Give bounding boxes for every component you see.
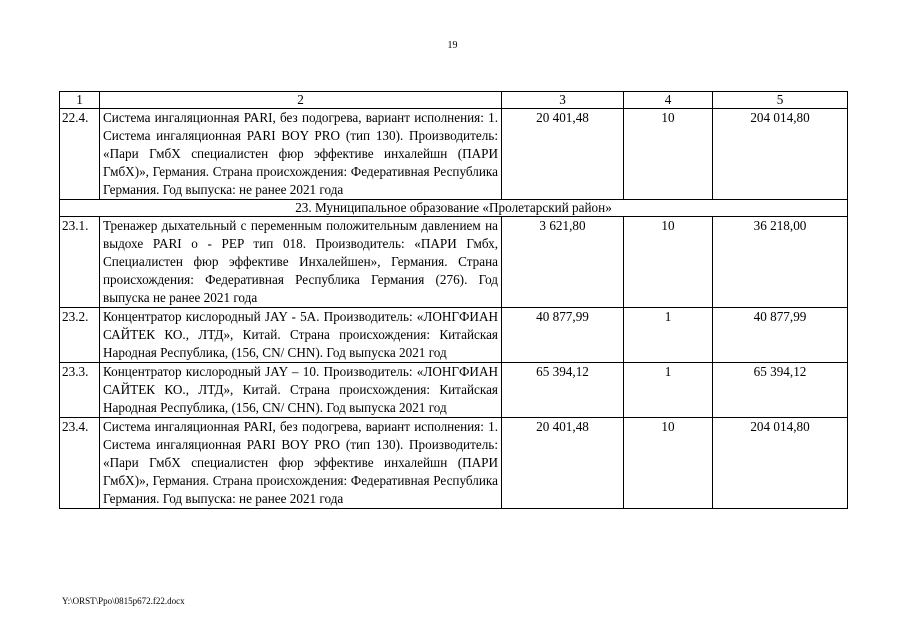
- item-description: Система ингаляционная PARI, без подогрева, вариант исполнения: 1. Система ингаляционная PARI BOY PRO (тип 130). Производитель: «Пари ГмбХ специалистен фюр эффективе инхалейшн (ПАРИ ГмбХ)», Германия. Страна происхождения: Федеративная Республика Германия. Год выпуска: не ранее 2021 года: [100, 418, 502, 509]
- unit-price: 65 394,12: [502, 363, 624, 418]
- item-description: Концентратор кислородный JAY – 10. Производитель: «ЛОНГФИАН САЙТЕК КО., ЛТД», Китай. Страна происхождения: Китайская Народная Республика, (156, CN/ CHN). Год выпуска 2021 год: [100, 363, 502, 418]
- table-row: [60, 217, 848, 308]
- table-row: [60, 308, 848, 363]
- total-amount: 36 218,00: [713, 217, 848, 308]
- item-description: Тренажер дыхательный с переменным положительным давлением на выдохе PARI o - PEP тип 018. Производитель: «ПАРИ Гмбх, Специалистен фюр эффективе Инхалейшен», Германия. Страна происхождения: Федеративная Республика Германия (276). Год выпуска не ранее 2021 года: [100, 217, 502, 308]
- document-file-path: Y:\ORST\Ppo\0815p672.f22.docx: [62, 596, 185, 606]
- table-row: [60, 109, 848, 200]
- item-description: Система ингаляционная PARI, без подогрева, вариант исполнения: 1. Система ингаляционная PARI BOY PRO (тип 130). Производитель: «Пари ГмбХ специалистен фюр эффективе инхалейшн (ПАРИ ГмбХ)», Германия. Страна происхождения: Федеративная Республика Германия. Год выпуска: не ранее 2021 года: [100, 109, 502, 200]
- row-number: 23.4.: [60, 418, 100, 509]
- specification-table: [59, 91, 848, 509]
- quantity: 10: [624, 217, 713, 308]
- quantity: 1: [624, 308, 713, 363]
- page-number: 19: [447, 40, 458, 51]
- unit-price: 3 621,80: [502, 217, 624, 308]
- item-description: Концентратор кислородный JAY - 5A. Производитель: «ЛОНГФИАН САЙТЕК КО., ЛТД», Китай. Страна происхождения: Китайская Народная Республика, (156, CN/ CHN). Год выпуска 2021 год: [100, 308, 502, 363]
- unit-price: 20 401,48: [502, 418, 624, 509]
- total-amount: 65 394,12: [713, 363, 848, 418]
- quantity: 1: [624, 363, 713, 418]
- table-row: [60, 418, 848, 509]
- total-amount: 40 877,99: [713, 308, 848, 363]
- row-number: 23.1.: [60, 217, 100, 308]
- total-amount: 204 014,80: [713, 418, 848, 509]
- table-header-row: [60, 92, 848, 109]
- column-header: 2: [100, 92, 502, 109]
- column-header: 4: [624, 92, 713, 109]
- column-header: 1: [60, 92, 100, 109]
- row-number: 23.3.: [60, 363, 100, 418]
- quantity: 10: [624, 418, 713, 509]
- column-header: 3: [502, 92, 624, 109]
- quantity: 10: [624, 109, 713, 200]
- unit-price: 20 401,48: [502, 109, 624, 200]
- section-header-row: [60, 200, 848, 217]
- table-row: [60, 363, 848, 418]
- row-number: 22.4.: [60, 109, 100, 200]
- total-amount: 204 014,80: [713, 109, 848, 200]
- unit-price: 40 877,99: [502, 308, 624, 363]
- row-number: 23.2.: [60, 308, 100, 363]
- section-title: 23. Муниципальное образование «Пролетарский район»: [60, 200, 848, 217]
- column-header: 5: [713, 92, 848, 109]
